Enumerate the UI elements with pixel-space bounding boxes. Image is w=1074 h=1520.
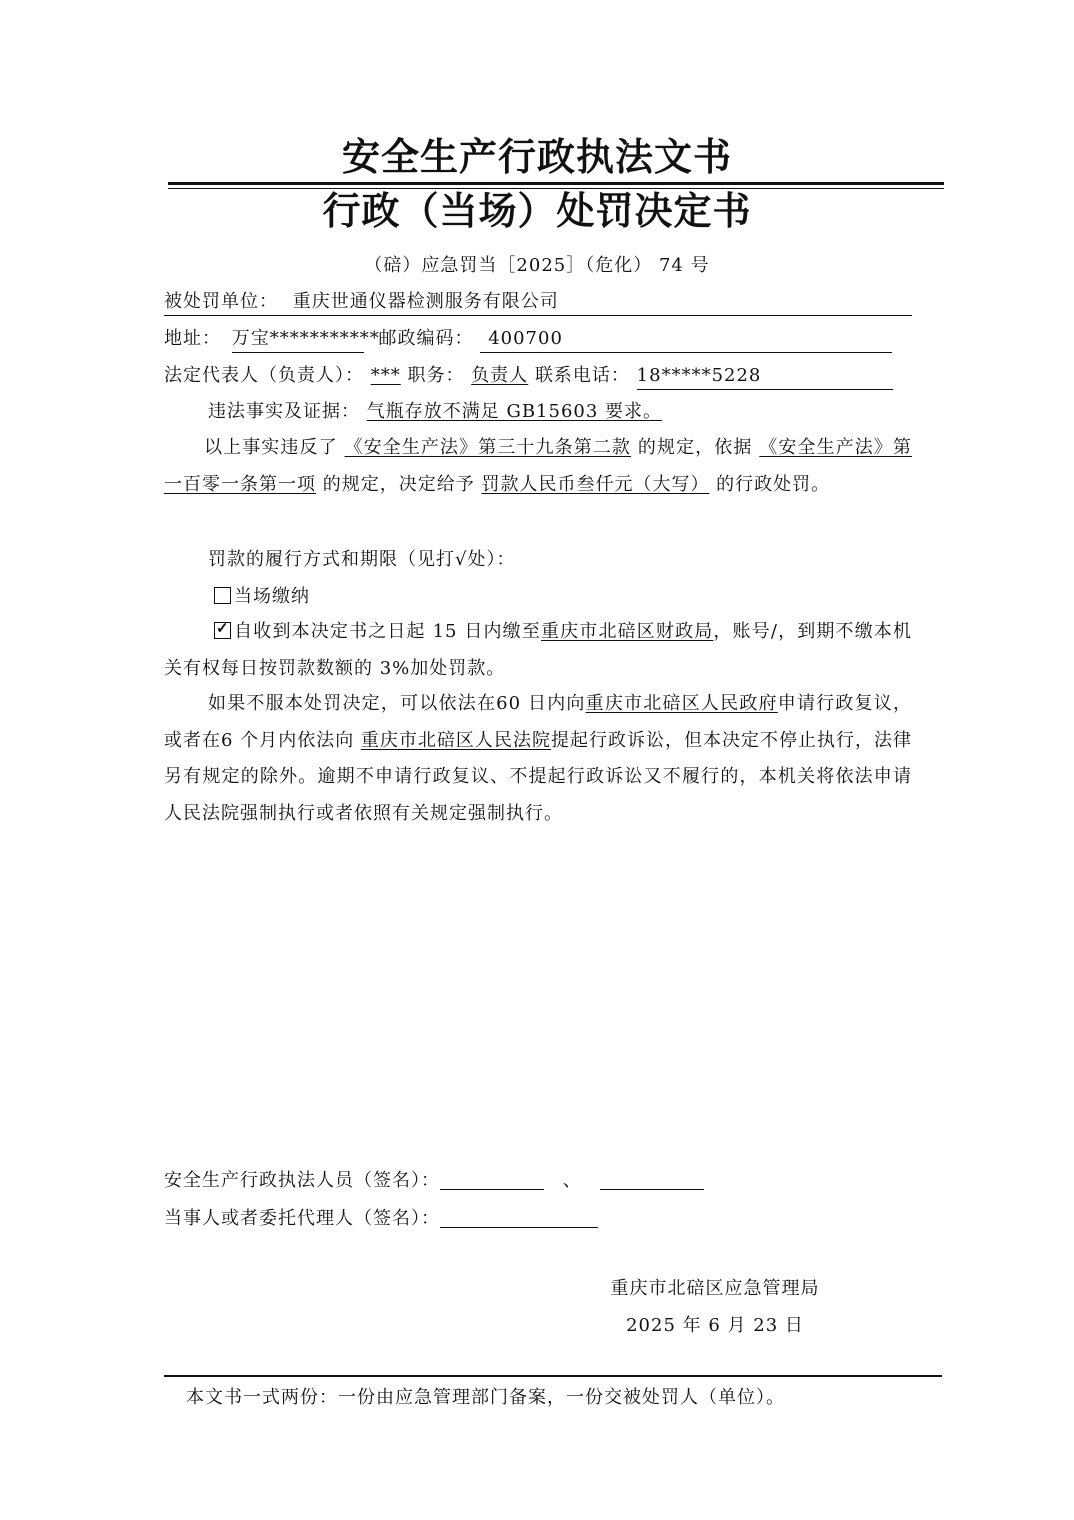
address-value: 万宝 xyxy=(231,328,270,349)
signature-separator: 、 xyxy=(562,1170,582,1191)
decision-text-4: 的行政处罚。 xyxy=(709,473,831,495)
title-rule-thick xyxy=(168,182,944,185)
document-number: （碚）应急罚当［2025］（危化） 74 号 xyxy=(364,255,710,276)
review-org: 重庆市北碚区人民政府 xyxy=(585,693,778,714)
check-mark-icon: ✓ xyxy=(216,619,230,637)
violated-law: 《安全生产法》第三十九条第二款 xyxy=(344,437,632,458)
payment-option-deadline xyxy=(164,614,912,687)
remedy-text-1: 如果不服本处罚决定，可以依法在60 日内向 xyxy=(208,693,586,714)
officer-signature-blank-1[interactable] xyxy=(440,1169,544,1190)
payment-bank: 重庆市北碚区财政局 xyxy=(540,621,714,642)
address-masked: *********** xyxy=(269,328,380,349)
issuing-organization: 重庆市北碚区应急管理局 xyxy=(610,1278,820,1299)
officer-signature-row xyxy=(164,1168,704,1194)
party-value: 重庆世通仪器检测服务有限公司 xyxy=(292,291,559,312)
position-label: 职务： xyxy=(407,365,465,386)
payment-account: / xyxy=(770,621,778,642)
party-signature-label: 当事人或者委托代理人（签名）： xyxy=(164,1208,440,1229)
phone-label: 联系电话： xyxy=(534,365,630,386)
payment-heading: 罚款的履行方式和期限（见打√处）： xyxy=(208,549,516,570)
court-name: 重庆市北碚区人民法院 xyxy=(360,729,551,751)
facts-label: 违法事实及证据： xyxy=(208,401,360,422)
document-subtitle: 行政（当场）处罚决定书 xyxy=(322,188,752,233)
deadline-checkbox[interactable] xyxy=(214,619,231,639)
document-title: 安全生产行政执法文书 xyxy=(341,134,732,179)
onsite-label: 当场缴纳 xyxy=(234,586,310,607)
party-label: 被处罚单位： xyxy=(164,291,278,312)
deadline-text-2: ，账号 xyxy=(713,621,771,642)
decision-text-3: 的规定，决定给予 xyxy=(316,473,482,495)
payment-option-onsite xyxy=(214,584,962,610)
address-field xyxy=(231,326,380,353)
rep-value: *** xyxy=(370,365,401,386)
penalty-amount: 罚款人民币叁仟元（大写） xyxy=(481,473,710,495)
position-value: 负责人 xyxy=(471,365,529,386)
decision-paragraph xyxy=(164,430,912,503)
officer-signature-blank-2[interactable] xyxy=(600,1169,704,1190)
remedy-text-2: 申请行政复议，或者在6 个月内依法向 xyxy=(164,693,913,751)
remedy-text-3: 提起行政诉讼，但本决定不停止执行，法律另有规定的除外。逾期不申请行政复议、不提起行政诉讼又不履行的，本机关将依法申请人民法院强制执行或者依照有关规定强制执行。 xyxy=(164,729,912,824)
representative-row xyxy=(164,363,912,390)
onsite-checkbox[interactable] xyxy=(214,587,231,604)
rep-label: 法定代表人（负责人）： xyxy=(164,365,364,386)
postal-value: 400700 xyxy=(480,326,892,353)
remedy-paragraph xyxy=(164,686,912,832)
address-row xyxy=(164,326,912,353)
basis-law: 《安全生产法》第一百零一条第一项 xyxy=(164,437,912,495)
officer-signature-label: 安全生产行政执法人员（签名）： xyxy=(164,1170,440,1191)
deadline-text-1: 自收到本决定书之日起 15 日内缴至 xyxy=(234,621,541,642)
decision-text-1: 以上事实违反了 xyxy=(204,437,345,458)
party-row xyxy=(164,289,912,316)
footer-note: 本文书一式两份：一份由应急管理部门备案，一份交被处罚人（单位）。 xyxy=(186,1387,785,1408)
address-label: 地址： xyxy=(164,328,221,349)
postal-label: 邮政编码： xyxy=(378,328,474,349)
footer-rule xyxy=(164,1375,942,1377)
party-signature-blank[interactable] xyxy=(440,1207,598,1228)
deadline-text-3: ，到期不缴本机关有权每日按罚款数额的 3%加处罚款。 xyxy=(164,621,913,679)
facts-row xyxy=(208,399,912,425)
facts-value: 气瓶存放不满足 GB15603 要求。 xyxy=(366,401,663,422)
decision-text-2: 的规定，依据 xyxy=(631,437,760,458)
phone-value: 18*****5228 xyxy=(637,363,893,390)
issue-date: 2025 年 6 月 23 日 xyxy=(626,1315,804,1336)
party-signature-row xyxy=(164,1206,598,1232)
